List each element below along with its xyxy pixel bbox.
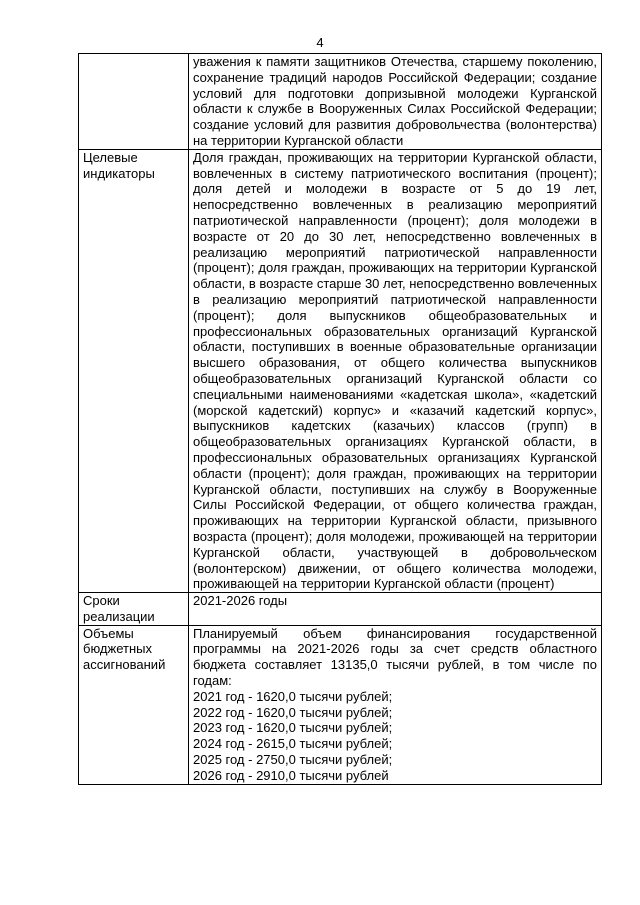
table-row	[79, 149, 602, 592]
row-label-budget: Объемы бюджетных ассигнований	[79, 625, 189, 784]
budget-summary: Планируемый объем финансирования государственной программы на 2021-2026 годы за счет средств областного бюджета составляет 13135,0 тысячи рублей, в том числе по годам:	[193, 625, 597, 689]
budget-year-line: 2022 год - 1620,0 тысячи рублей;	[193, 704, 393, 720]
row-content-implementation-period: 2021-2026 годы	[189, 593, 602, 626]
row-content-target-indicators: Доля граждан, проживающих на территории Курганской области, вовлеченных в систему патриотического воспитания (процент); доля детей и молодежи в возрасте от 5 до 19 лет, непосредственно вовлеченных в реализацию мероприятий патриотической направленности (процент); доля молодежи в возрасте от 20 до 30 лет, непосредственно вовлеченных в реализацию мероприятий патриотической направленности (процент); доля граждан, проживающих на территории Курганской области, в возрасте старше 30 лет, непосредственно вовлеченных в реализацию мероприятий патриотической направленности (процент); доля выпускников общеобразовательных и профессиональных образовательных организаций Курганской области, поступивших в военные образовательные организации высшего образования, от общего количества выпускников общеобразовательных организаций Курганской области со специальными наименованиями «кадетская школа», «кадетский (морской кадетский) корпус» и «казачий кадетский корпус», выпускников кадетских (казачьих) классов (групп) в общеобразовательных организациях Курганской области, в профессиональных образовательных организациях Курганской области (процент); доля граждан, проживающих на территории Курганской области, поступивших на службу в Вооруженные Силы Российской Федерации, от общего количества граждан, проживающих на территории Курганской области, призывного возраста (процент); доля молодежи, проживающей на территории Курганской области, участвующей в добровольческом (волонтерском) движении, от общего количества молодежи, проживающей на территории Курганской области (процент)	[189, 149, 602, 592]
budget-year-line: 2021 год - 1620,0 тысячи рублей;	[193, 688, 393, 704]
program-passport-table	[78, 53, 602, 785]
row-label	[79, 54, 189, 150]
row-label-implementation-period: Сроки реализации	[79, 593, 189, 626]
budget-year-line: 2025 год - 2750,0 тысячи рублей;	[193, 752, 393, 768]
budget-year-line: 2024 год - 2615,0 тысячи рублей;	[193, 736, 393, 752]
table-row	[79, 54, 602, 150]
page-number: 4	[316, 35, 324, 50]
table-row	[79, 625, 602, 784]
row-content-budget	[189, 625, 602, 784]
budget-year-line: 2023 год - 1620,0 тысячи рублей;	[193, 720, 393, 736]
row-content: уважения к памяти защитников Отечества, старшему поколению, сохранение традиций народов Российской Федерации; создание условий для подготовки допризывной молодежи Курганской области к службе в Вооруженных Силах Российской Федерации; создание условий для развития добровольчества (волонтерства) на территории Курганской области	[189, 54, 602, 150]
budget-year-line: 2026 год - 2910,0 тысячи рублей	[193, 767, 389, 783]
row-label-target-indicators: Целевые индикаторы	[79, 149, 189, 592]
table-row	[79, 593, 602, 626]
